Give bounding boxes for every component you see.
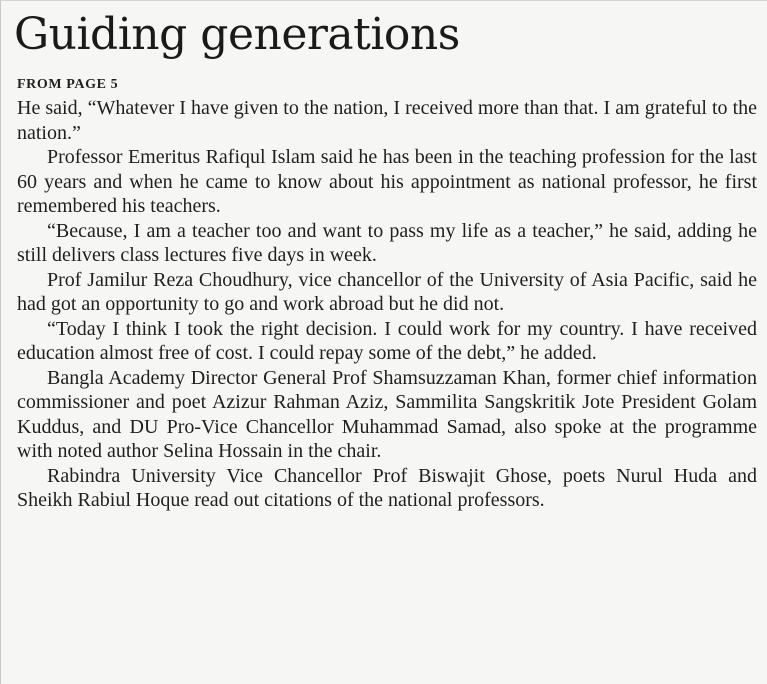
paragraph-7: Rabindra University Vice Chancellor Prof Biswajit Ghose, poets Nurul Huda and Sheikh Rabiul Hoque read out citations of the national professors. bbox=[17, 464, 757, 511]
paragraph-4: Prof Jamilur Reza Choudhury, vice chancellor of the University of Asia Pacific, said he had got an opportunity to go and work abroad but he did not. bbox=[17, 268, 757, 315]
paragraph-2: Professor Emeritus Rafiqul Islam said he has been in the teaching profession for the last 60 years and when he came to know about his appointment as national professor, he first remembered his teachers. bbox=[17, 146, 757, 217]
paragraph-5: “Today I think I took the right decision. I could work for my country. I have received education almost free of cost. I could repay some of the debt,” he added. bbox=[17, 317, 757, 364]
continued-from-label: FROM PAGE 5 bbox=[17, 77, 119, 92]
paragraph-3: “Because, I am a teacher too and want to pass my life as a teacher,” he said, adding he still delivers class lectures five days in week. bbox=[17, 219, 757, 266]
paragraph-1: He said, “Whatever I have given to the nation, I received more than that. I am grateful to the nation.” bbox=[17, 97, 757, 144]
article-body bbox=[17, 96, 757, 513]
paragraph-6: Bangla Academy Director General Prof Shamsuzzaman Khan, former chief information commissioner and poet Azizur Rahman Aziz, Sammilita Sangskritik Jote President Golam Kuddus, and DU Pro-Vice Chancellor Muhammad Samad, also spoke at the programme with noted author Selina Hossain in the chair. bbox=[17, 366, 757, 462]
headline: Guiding generations bbox=[14, 9, 460, 60]
